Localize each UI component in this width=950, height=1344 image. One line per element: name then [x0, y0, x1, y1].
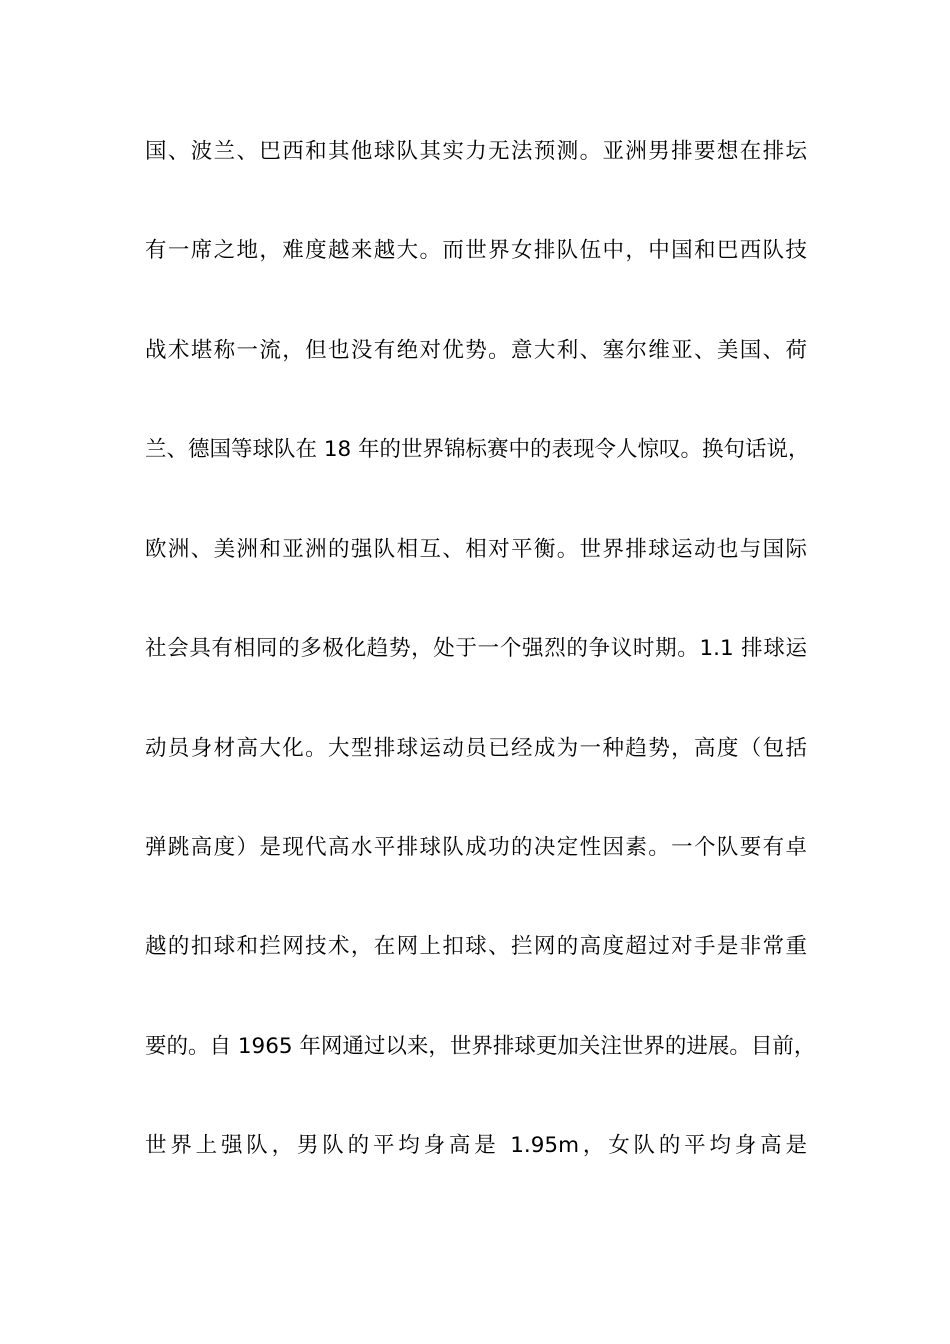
- paragraph-line: 欧洲、美洲和亚洲的强队相互、相对平衡。世界排球运动也与国际: [145, 537, 807, 562]
- paragraph-line: 动员身材高大化。大型排球运动员已经成为一种趋势，高度（包括: [145, 736, 807, 761]
- paragraph-line: 世界上强队，男队的平均身高是 1.95m，女队的平均身高是: [145, 1133, 807, 1158]
- paragraph-line: 兰、德国等球队在 18 年的世界锦标赛中的表现令人惊叹。换句话说，: [145, 437, 810, 462]
- paragraph-line: 有一席之地，难度越来越大。而世界女排队伍中，中国和巴西队技: [145, 238, 807, 263]
- paragraph-line: 要的。自 1965 年网通过以来，世界排球更加关注世界的进展。目前，: [145, 1034, 816, 1059]
- paragraph-line: 社会具有相同的多极化趋势，处于一个强烈的争议时期。1.1 排球运: [145, 636, 807, 661]
- paragraph-line: 战术堪称一流，但也没有绝对优势。意大利、塞尔维亚、美国、荷: [145, 338, 807, 363]
- paragraph-line: 国、波兰、巴西和其他球队其实力无法预测。亚洲男排要想在排坛: [145, 139, 807, 164]
- paragraph-line: 越的扣球和拦网技术，在网上扣球、拦网的高度超过对手是非常重: [145, 934, 807, 959]
- paragraph-line: 弹跳高度）是现代高水平排球队成功的决定性因素。一个队要有卓: [145, 835, 807, 860]
